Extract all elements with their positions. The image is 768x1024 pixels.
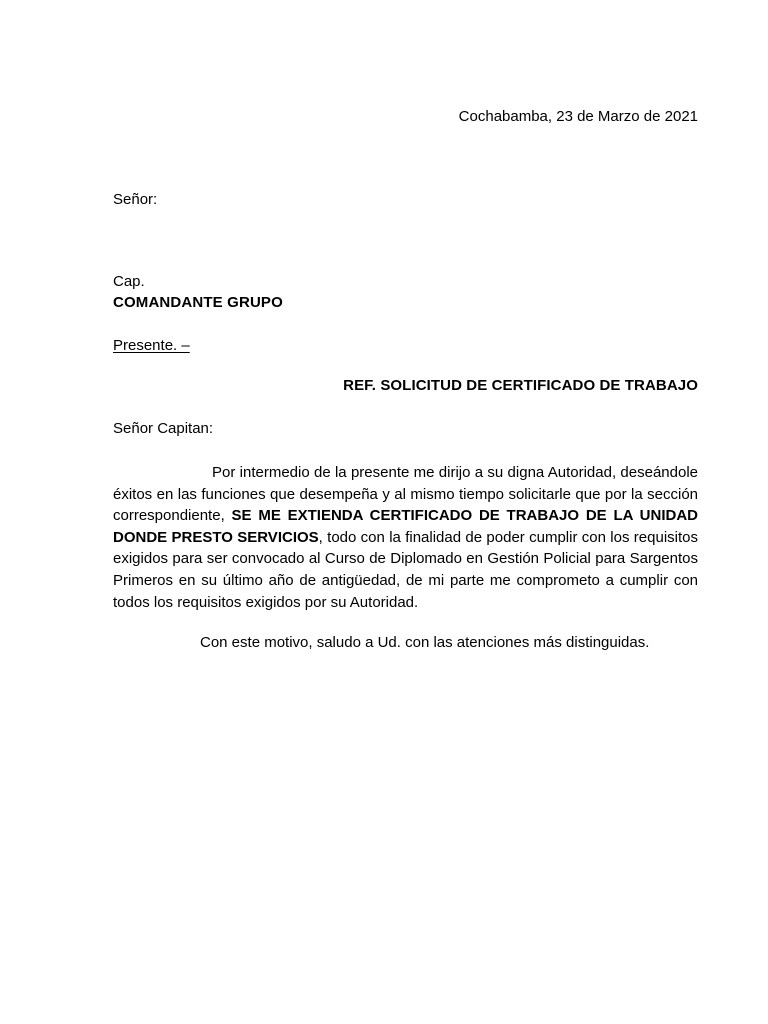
greeting-line: Señor Capitan: [113,419,214,437]
greeting-block [113,418,698,440]
addressee-position-title: COMANDANTE GRUPO [113,294,283,311]
body-text-part-2: , todo con la finalidad de poder cumplir con los requisitos exigidos para ser convocado al Curso de Diplomado en Gestión Policial para Sargentos Primeros en su último año de antigüedad, de mi parte me comprometo a cumplir con todos los requisitos exigidos por su Autoridad. [113,528,699,611]
addressee-rank-abbreviation: Cap. [113,272,145,290]
body-paragraph [113,462,698,613]
body-text-emphasis: SE ME EXTIENDA CERTIFICADO DE TRABAJO DE LA UNIDAD DONDE PRESTO SERVICIOS [113,507,699,546]
addressee-block [113,189,698,211]
closing-line: Con este motivo, saludo a Ud. con las atenciones más distinguidas. [200,634,650,652]
document-content-column [113,0,698,654]
addressee-rank-block [113,271,698,314]
reference-block [113,375,698,397]
delivery-note-block [113,335,698,357]
addressee-salutation: Señor: [113,191,158,208]
body-text-part-1: Por intermedio de la presente me dirijo a su digna Autoridad, deseándole éxitos en las funciones que desempeña y al mismo tiempo solicitarle que por la sección correspondiente, [113,464,698,525]
reference-label: REF. SOLICITUD DE CERTIFICADO DE TRABAJO [343,377,698,394]
closing-block [113,632,698,654]
delivery-note: Presente. – [113,336,190,354]
date-line: Cochabamba, 23 de Marzo de 2021 [458,108,698,125]
body-paragraph-block [113,462,698,613]
